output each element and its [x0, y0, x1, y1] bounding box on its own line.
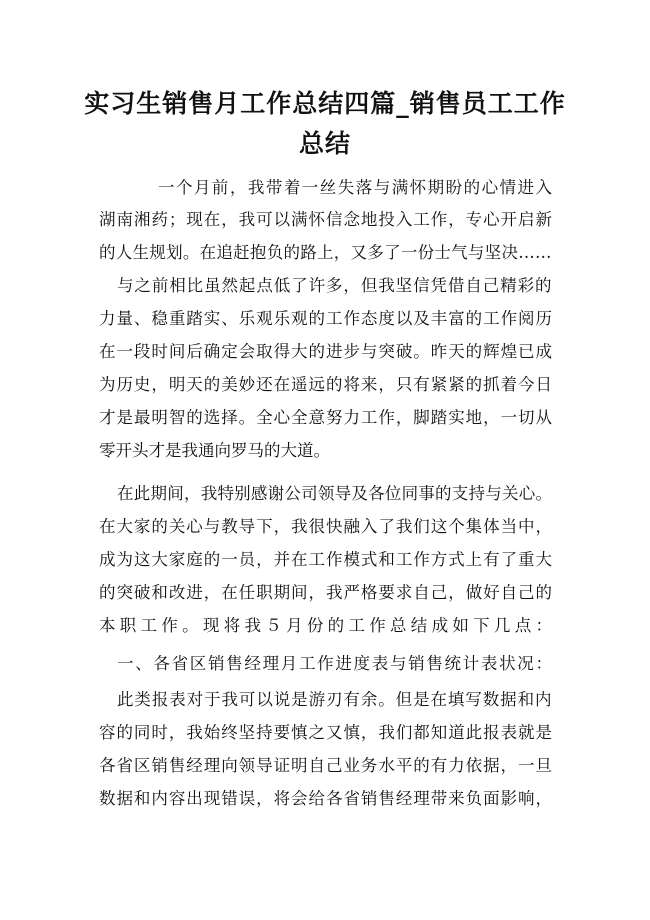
paragraph-line: 在此期间，我特别感谢公司领导及各位同事的支持与关心。	[117, 484, 553, 503]
paragraph-line: 在一段时间后确定会取得大的进步与突破。昨天的辉煌已成	[99, 342, 553, 361]
paragraph-line: 成为这大家庭的一员，并在工作模式和工作方式上有了重大	[99, 550, 553, 569]
paragraph-line: 才是最明智的选择。全心全意努力工作，脚踏实地，一切从	[99, 408, 553, 427]
paragraph-line: 此类报表对于我可以说是游刃有余。但是在填写数据和内	[117, 690, 553, 709]
paragraph-line: 一、各省区销售经理月工作进度表与销售统计表状况：	[117, 654, 554, 673]
paragraph-line: 湖南湘药；现在，我可以满怀信念地投入工作，专心开启新	[99, 210, 553, 229]
paragraph-line: 数据和内容出现错误，将会给各省销售经理带来负面影响，	[99, 789, 553, 808]
paragraph-line: 在大家的关心与教导下，我很快融入了我们这个集体当中，	[99, 517, 553, 536]
paragraph-line: 与之前相比虽然起点低了许多，但我坚信凭借自己精彩的	[117, 276, 553, 295]
document-title-line-1: 实习生销售月工作总结四篇_销售员工工作	[84, 89, 566, 118]
paragraph-line: 的突破和改进，在任职期间，我严格要求自己，做好自己的	[99, 583, 553, 602]
paragraph-line: 为历史，明天的美妙还在遥远的将来，只有紧紧的抓着今日	[99, 375, 553, 394]
paragraph-line: 零开头才是我通向罗马的大道。	[99, 441, 330, 460]
paragraph-line: 本职工作。现将我５月份的工作总结成如下几点：	[99, 616, 557, 635]
paragraph-line: 力量、稳重踏实、乐观乐观的工作态度以及丰富的工作阅历	[99, 309, 553, 328]
paragraph-line: 各省区销售经理向领导证明自己业务水平的有力依据，一旦	[99, 756, 553, 775]
paragraph-line: 容的同时，我始终坚持要慎之又慎，我们都知道此报表就是	[99, 723, 553, 742]
document-title-line-2: 总结	[298, 129, 351, 158]
paragraph-line: 一个月前，我带着一丝失落与满怀期盼的心情进入	[158, 178, 554, 197]
paragraph-line: 的人生规划。在追赶抱负的路上，又多了一份士气与坚决……	[99, 243, 552, 262]
